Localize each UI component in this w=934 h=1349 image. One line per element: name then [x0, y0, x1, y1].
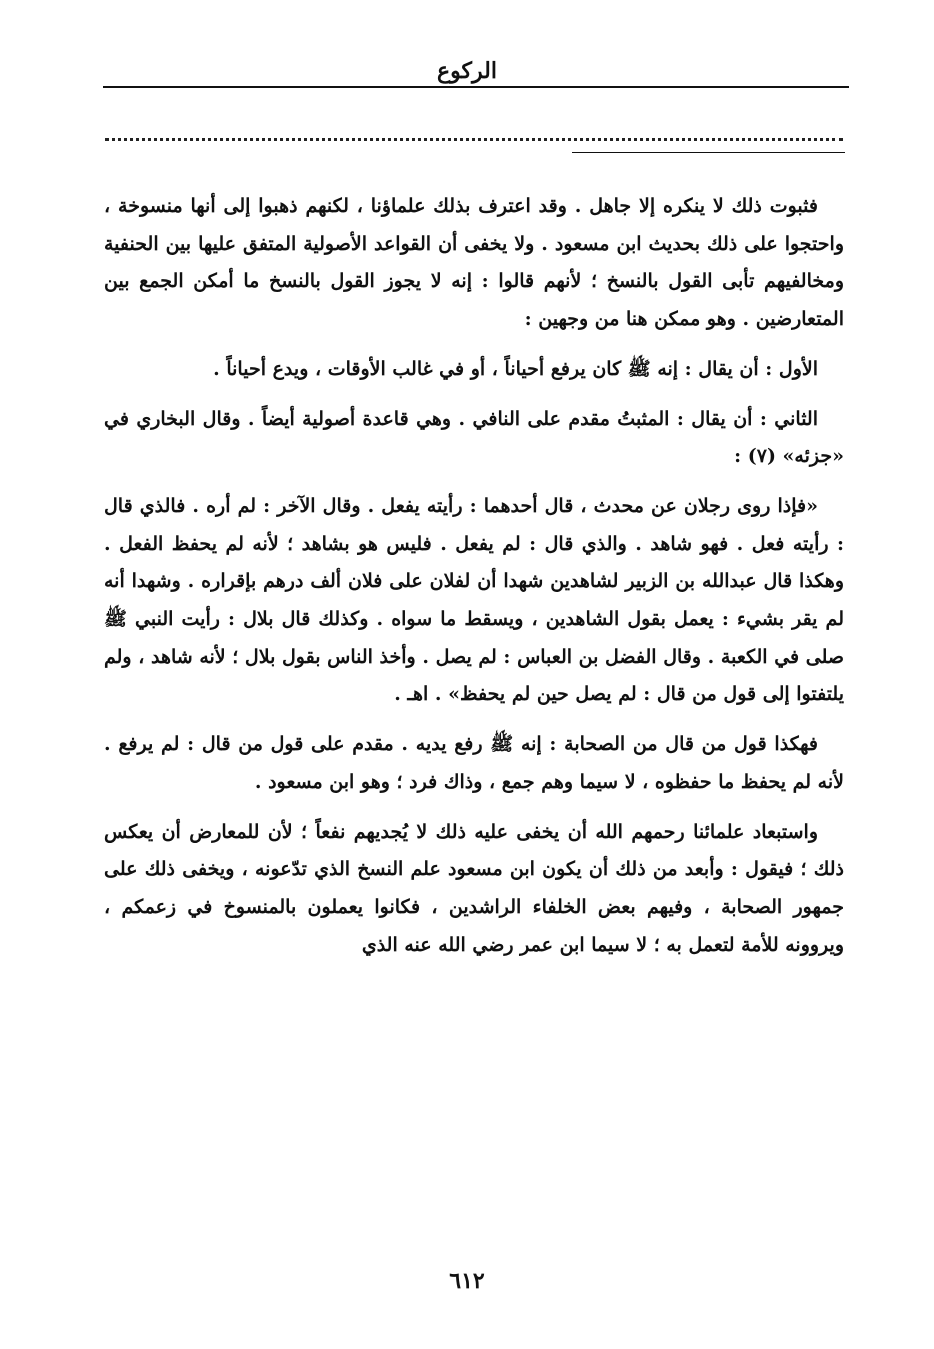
body-text	[104, 188, 844, 964]
paragraph-1: فثبوت ذلك لا ينكره إلا جاهل . وقد اعترف بذلك علماؤنا ، لكنهم ذهبوا إلى أنها منسوخة ، واحتجوا على ذلك بحديث ابن مسعود . ولا يخفى أن القواعد الأصولية المتفق عليها بين الحنفية ومخالفيهم تأبى القول بالنسخ ؛ لأنهم قالوا : إنه لا يجوز القول بالنسخ ما أمكن الجمع بين المتعارضين . وهو ممكن هنا من وجهين :	[104, 195, 844, 331]
dotted-divider	[105, 138, 843, 141]
page-number: ٦١٢	[449, 1268, 485, 1294]
paragraph-3: الثاني : أن يقال : المثبتُ مقدم على النافي . وهي قاعدة أصولية أيضاً . وقال البخاري في «جزئه» (٧) :	[104, 407, 844, 468]
paragraph-4-quote: «فإذا روى رجلان عن محدث ، قال أحدهما : رأيته يفعل . وقال الآخر : لم أره . فالذي قال : رأيته فعل . فهو شاهد . والذي قال : لم يفعل . فليس هو بشاهد ؛ لأنه لم يحفظ الفعل . وهكذا قال عبدالله بن الزبير لشاهدين شهدا أن لفلان على فلان ألف درهم بإقراره . وشهدا أنه لم يقر بشيء : يعمل بقول الشاهدين ، ويسقط ما سواه . وكذلك قال بلال : رأيت النبي ﷺ صلى في الكعبة . وقال الفضل بن العباس : لم يصل . وأخذ الناس بقول بلال ؛ لأنه شاهد ، ولم يلتفتوا إلى قول من قال : لم يصل حين لم يحفظ» . اهـ .	[104, 494, 844, 706]
divider-underline	[572, 152, 845, 153]
running-header-title: الركوع	[437, 58, 497, 84]
paragraph-2: الأول : أن يقال : إنه ﷺ كان يرفع أحياناً ، أو في غالب الأوقات ، ويدع أحياناً .	[213, 357, 818, 380]
header-rule	[103, 86, 849, 88]
paragraph-5: فهكذا قول من قال من الصحابة : إنه ﷺ رفع يديه . مقدم على قول من قال : لم يرفع . لأنه لم يحفظ ما حفظوه ، لا سيما وهم جمع ، وذاك فرد ؛ وهو ابن مسعود .	[104, 733, 844, 793]
paragraph-6: واستبعاد علمائنا رحمهم الله أن يخفى عليه ذلك لا يُجديهم نفعاً ؛ لأن للمعارض أن يعكس ذلك ؛ فيقول : وأبعد من ذلك أن يكون ابن مسعود علم النسخ الذي تدّعونه ، ويخفى ذلك على جمهور الصحابة ، وفيهم بعض الخلفاء الراشدين ، فكانوا يعملون بالمنسوخ في زعمكم ، ويروونه للأمة لتعمل به ؛ لا سيما ابن عمر رضي الله عنه الذي	[104, 820, 844, 956]
